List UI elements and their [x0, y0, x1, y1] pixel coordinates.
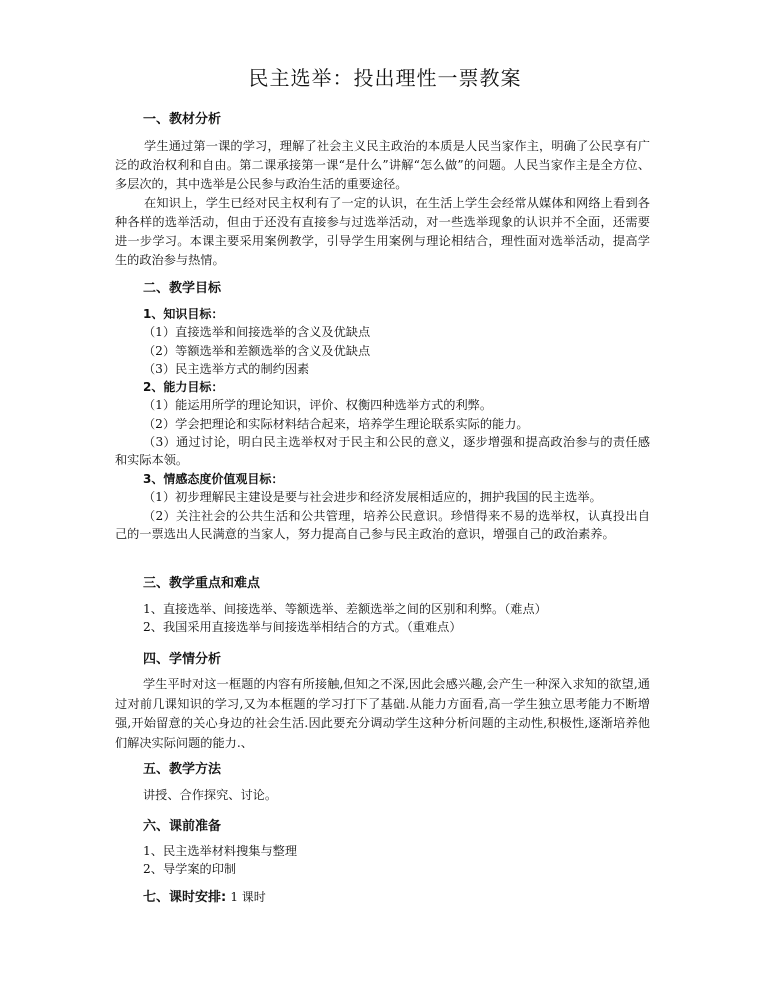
section-heading-key-points: 三、教学重点和难点: [143, 576, 261, 591]
knowledge-goal-item: （2）等额选举和差额选举的含义及优缺点: [143, 343, 371, 358]
emotion-goal-item: （1）初步理解民主建设是要与社会进步和经济发展相适应的，拥护我国的民主选举。: [143, 490, 602, 505]
knowledge-goal-item: （3）民主选举方式的制约因素: [143, 361, 310, 376]
document-title: 民主选举：投出理性一票教案: [248, 66, 522, 90]
materials-paragraph-2: 在知识上，学生已经对民主权利有了一定的认识，在生活上学生会经常从媒体和网络上看到各种各样的选举活动，但由于还没有直接参与过选举活动，对一些选举现象的认识并不全面，还需要进一步学习。本课主要采用案例教学，引导学生用案例与理论相结合，理性面对选举活动，提高学生的政治参与热情。: [115, 196, 650, 267]
schedule-line: [143, 886, 266, 905]
ability-goal-item: （2）学会把理论和实际材料结合起来，培养学生理论联系实际的能力。: [143, 416, 529, 431]
section-heading-preparation: 六、课前准备: [143, 819, 222, 834]
schedule-value: 1 课时: [230, 890, 266, 904]
key-points-list: [143, 600, 547, 637]
ability-goal-item: （3）通过讨论，明白民主选举权对于民主和公民的意义，逐步增强和提高政治参与的责任感和实际本领。: [115, 435, 650, 468]
materials-paragraph-1: 学生通过第一课的学习，理解了社会主义民主政治的本质是人民当家作主，明确了公民享有广泛的政治权利和自由。第二课承接第一课“是什么”讲解“怎么做”的问题。人民当家作主是全方位、多层次的，其中选举是公民参与政治生活的重要途径。: [115, 139, 650, 191]
students-paragraph: 学生平时对这一框题的内容有所接触,但知之不深,因此会感兴趣,会产生一种深入求知的欲望,通过对前几课知识的学习,又为本框题的学习打下了基础.从能力方面看,高一学生独立思考能力不断增强,开始留意的关心身边的社会生活.因此要充分调动学生这种分析问题的主动性,积极性,逐渐培养他们解决实际问题的能力.、: [115, 677, 650, 750]
knowledge-goal-title: 1、知识目标：: [143, 307, 224, 321]
ability-goal-item: （1）能运用所学的理论知识，评价、权衡四种选举方式的利弊。: [143, 398, 493, 413]
objectives-list: [143, 305, 529, 433]
section-heading-objectives: 二、教学目标: [143, 281, 222, 296]
ability-goal-title: 2、能力目标：: [143, 380, 224, 395]
preparation-list: [143, 842, 297, 879]
preparation-item: 2、导学案的印制: [143, 862, 237, 877]
knowledge-goal-item: （1）直接选举和间接选举的含义及优缺点: [143, 325, 371, 340]
section-heading-students: 四、学情分析: [143, 652, 222, 667]
section-heading-methods: 五、教学方法: [143, 762, 222, 777]
methods-value: 讲授、合作探究、讨论。: [143, 788, 278, 802]
key-point-item: 2、我国采用直接选举与间接选举相结合的方式。（重难点）: [143, 620, 462, 635]
section-heading-materials: 一、教材分析: [143, 112, 222, 127]
section-heading-schedule: 七、课时安排:: [143, 890, 227, 905]
key-point-item: 1、直接选举、间接选举、等额选举、差额选举之间的区别和利弊。（难点）: [143, 602, 547, 616]
emotion-goals: [143, 470, 602, 507]
emotion-goal-item: （2）关注社会的公共生活和公共管理，培养公民意识。珍惜得来不易的选举权，认真投出自己的一票选出人民满意的当家人，努力提高自己参与民主政治的意识，增强自己的政治素养。: [115, 509, 650, 542]
methods-text: [143, 786, 277, 804]
emotion-goal-title: 3、情感态度价值观目标：: [143, 472, 284, 486]
preparation-item: 1、民主选举材料搜集与整理: [143, 844, 298, 858]
